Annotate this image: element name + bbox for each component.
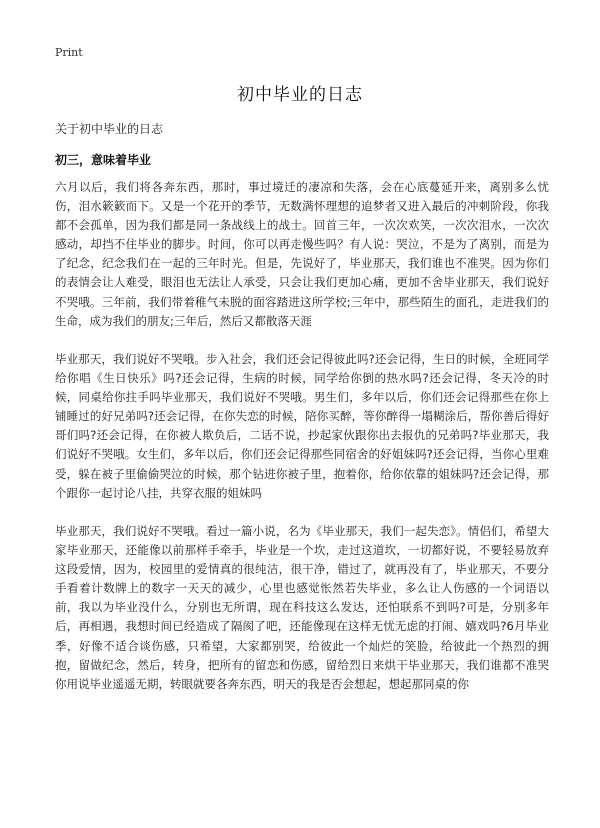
print-link[interactable]: Print (55, 46, 83, 59)
document-subtitle: 关于初中毕业的日志 (55, 122, 164, 136)
body-paragraph-2: 毕业那天，我们说好不哭哦。步入社会，我们还会记得彼此吗?还会记得，生日的时候，全班同学给你唱《生日快乐》吗?还会记得，生病的时候，同学给你倒的热水吗?还会记得，冬天冷的时候，同桌给你拄手吗毕业那天，我们说好不哭哦。男生们，多年以后，你们还会记得那些在你上铺睡过的好兄弟吗?还会记得，在你失恋的时候，陪你买醉，等你醉得一塌糊涂后，帮你善后得好哥们吗?还会记得，在你被人欺负后，二话不说，抄起家伙跟你出去报仇的兄弟吗?毕业那天，我们说好不哭哦。女生们，多年以后，你们还会记得那些同宿舍的好姐妹吗?还会记得，当你心里难受，躲在被子里偷偷哭泣的时候，那个钻进你被子里，抱着你，给你依靠的姐妹吗?还会记得，那个跟你一起讨论八挂，共穿衣服的姐妹吗 (55, 352, 549, 500)
document-title: 初中毕业的日志 (237, 85, 363, 105)
section-heading: 初三，意味着毕业 (55, 153, 152, 167)
body-paragraph-1: 六月以后，我们将各奔东西，那时，事过境迁的凄凉和失落，会在心底蔓延开来，离别多么忧伤，泪水簌簌而下。又是一个花开的季节，无数满怀理想的追梦者又进入最后的冲刺阶段，你我都不会孤单，因为我们都是同一条战线上的战士。回首三年，一次次欢笑，一次次泪水，一次次感动，却挡不住毕业的脚步。时间，你可以再走慢些吗？有人说：哭泣，不是为了离别，而是为了纪念，纪念我们在一起的三年时光。但是，先说好了，毕业那天，我们谁也不准哭。因为你们的表情会让人难受，眼泪也无法让人承受，只会让我们更加心痛，更加不舍毕业那天，我们说好不哭哦。三年前，我们带着稚气未脱的面容踏进这所学校;三年中，那些陌生的面孔，走进我们的生命，成为我们的朋友;三年后，然后又都散落天涯 (55, 180, 549, 328)
body-paragraph-3: 毕业那天，我们说好不哭哦。看过一篇小说，名为《毕业那天，我们一起失恋》。情侣们，希望大家毕业那天，还能像以前那样手牵手，毕业是一个坎，走过这道坎，一切都好说，不要轻易放弃这段爱情，因为，校园里的爱情真的很纯洁，很干净，错过了，就再没有了，毕业那天，不要分手看着计数牌上的数字一天天的减少，心里也感觉怅然若失毕业，多么让人伤感的一个词语以前，我以为毕业没什么，分别也无所谓，现在科技这么发达，还怕联系不到吗?可是，分别多年后，再相遇，我想时间已经造成了隔阂了吧，还能像现在这样无忧无虑的打闹、嬉戏吗?6月毕业季，好像不适合谈伤感，只希望，大家都别哭，给彼此一个灿烂的笑脸，给彼此一个热烈的拥抱，留做纪念，然后，转身，把所有的留恋和伤感，留给烈日来烘干毕业那天，我们谁都不准哭你用说毕业遥遥无期，转眼就要各奔东西，明天的我是否会想起，想起那同桌的你 (55, 524, 549, 691)
